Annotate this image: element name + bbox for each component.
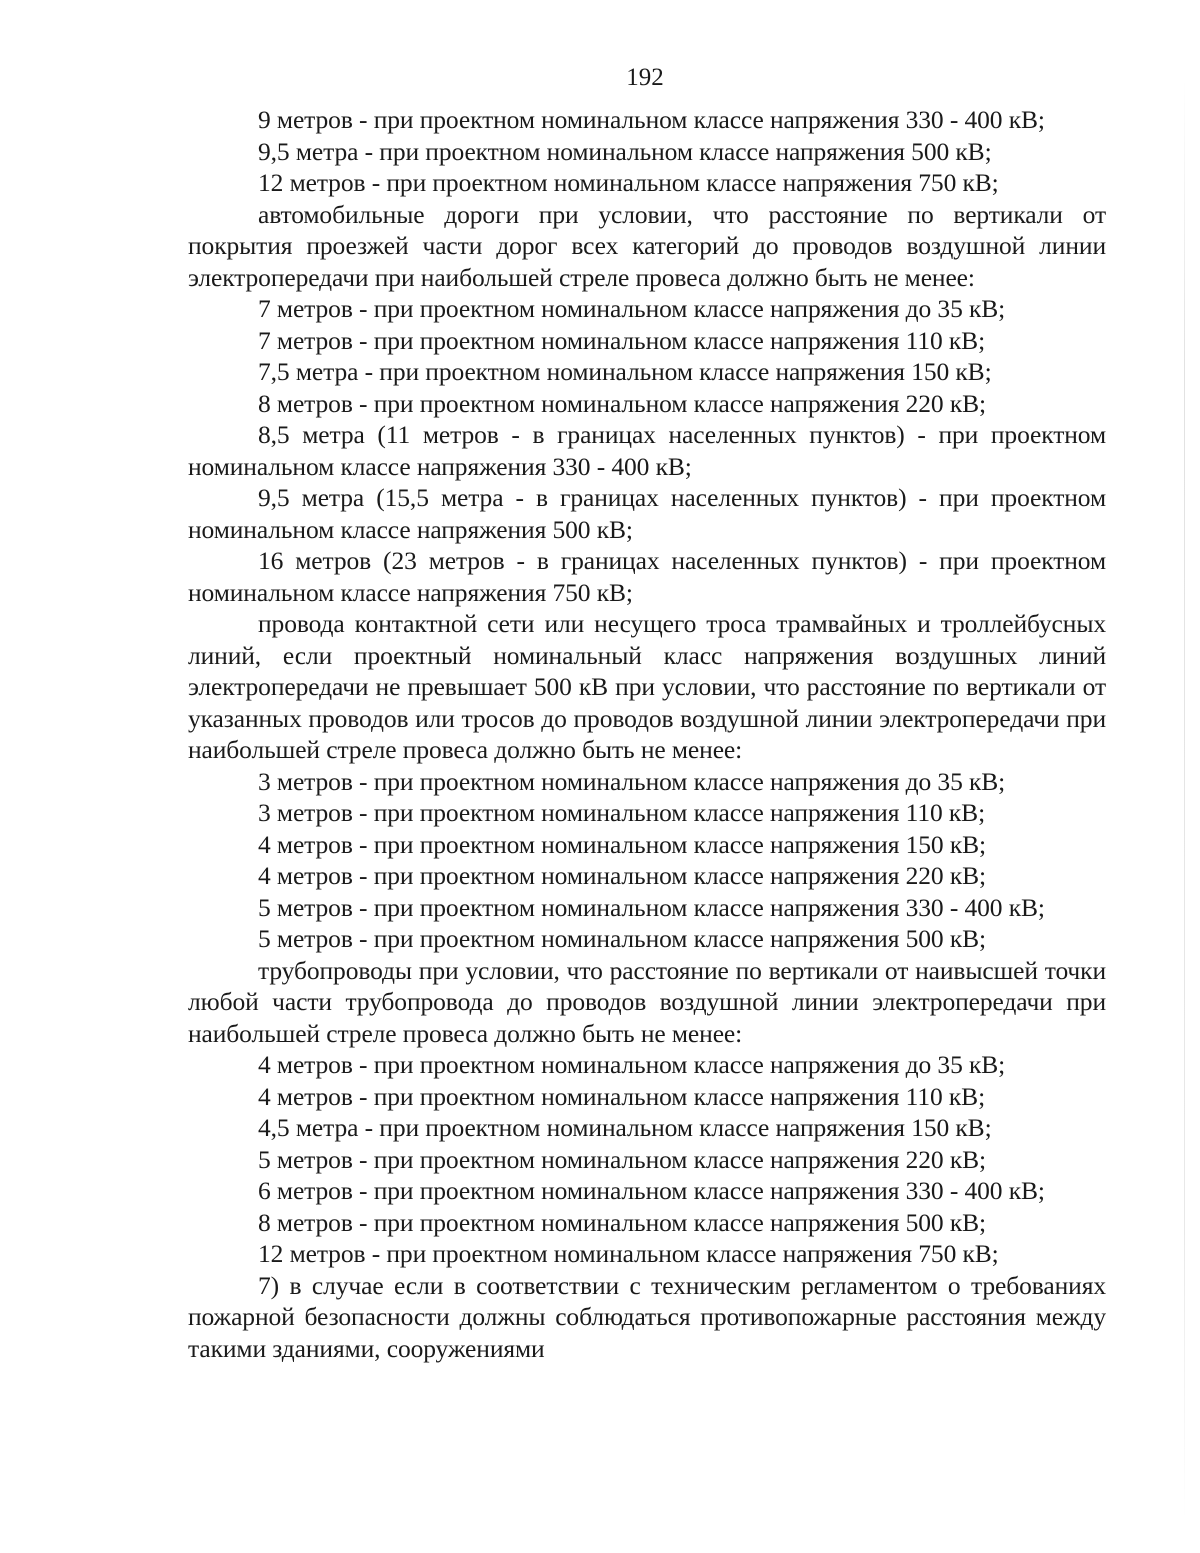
paragraph: 12 метров - при проектном номинальном классе напряжения 750 кВ; — [258, 168, 999, 197]
paragraph: 4 метров - при проектном номинальном классе напряжения 220 кВ; — [258, 861, 987, 890]
paragraph: 4 метров - при проектном номинальном классе напряжения 110 кВ; — [258, 1081, 986, 1111]
paragraph: 8 метров - при проектном номинальном классе напряжения 220 кВ; — [258, 388, 987, 418]
paragraph: 16 метров (23 метров - в границах населенных пунктов) - при проектном номинальном классе напряжения 750 кВ; — [188, 546, 1106, 607]
paragraph: 8,5 метра (11 метров - в границах населенных пунктов) - при проектном номинальном классе напряжения 330 - 400 кВ; — [188, 420, 1106, 481]
paragraph: трубопроводы при условии, что расстояние по вертикали от наивысшей точки любой части трубопровода до проводов воздушной линии электропередачи при наибольшей стреле провеса должно быть не менее: — [188, 955, 1106, 1048]
paragraph: 7) в случае если в соответствии с техническим регламентом о требованиях пожарной безопасности должны соблюдаться противопожарные расстояния между такими зданиями, сооружениями — [188, 1270, 1106, 1363]
paragraph: 9,5 метра - при проектном номинальном классе напряжения 500 кВ; — [258, 136, 992, 166]
paragraph: 6 метров - при проектном номинальном классе напряжения 330 - 400 кВ; — [258, 1176, 1045, 1205]
paragraph: 7,5 метра - при проектном номинальном классе напряжения 150 кВ; — [258, 357, 992, 386]
paragraph: 4 метров - при проектном номинальном классе напряжения до 35 кВ; — [258, 1050, 1006, 1079]
paragraph: 5 метров - при проектном номинальном классе напряжения 330 - 400 кВ; — [258, 892, 1045, 922]
scan-edge-line — [1184, 80, 1185, 1520]
paragraph: 12 метров - при проектном номинальном классе напряжения 750 кВ; — [258, 1239, 999, 1268]
paragraph: 3 метров - при проектном номинальном классе напряжения до 35 кВ; — [258, 766, 1006, 796]
paragraph: 7 метров - при проектном номинальном классе напряжения до 35 кВ; — [258, 294, 1006, 323]
paragraph: 9,5 метра (15,5 метра - в границах населенных пунктов) - при проектном номинальном классе напряжения 500 кВ; — [188, 483, 1106, 544]
paragraph: 4 метров - при проектном номинальном классе напряжения 150 кВ; — [258, 829, 987, 859]
paragraph: 9 метров - при проектном номинальном классе напряжения 330 - 400 кВ; — [258, 105, 1045, 134]
paragraph: 5 метров - при проектном номинальном классе напряжения 220 кВ; — [258, 1144, 987, 1174]
paragraph: 3 метров - при проектном номинальном классе напряжения 110 кВ; — [258, 798, 986, 827]
paragraph: 4,5 метра - при проектном номинальном классе напряжения 150 кВ; — [258, 1113, 992, 1142]
paragraph: 7 метров - при проектном номинальном классе напряжения 110 кВ; — [258, 325, 986, 355]
page-number: 192 — [626, 64, 664, 91]
paragraph: 5 метров - при проектном номинальном классе напряжения 500 кВ; — [258, 924, 987, 953]
paragraph: провода контактной сети или несущего троса трамвайных и троллейбусных линий, если проектный номинальный класс напряжения воздушных линий электропередачи не превышает 500 кВ при условии, что расстояние по вертикали от указанных проводов или тросов до проводов воздушной линии электропередачи при наибольшей стреле провеса должно быть не менее: — [188, 609, 1106, 764]
paragraph: автомобильные дороги при условии, что расстояние по вертикали от покрытия проезжей части дорог всех категорий до проводов воздушной линии электропередачи при наибольшей стреле провеса должно быть не менее: — [188, 199, 1106, 292]
paragraph: 8 метров - при проектном номинальном классе напряжения 500 кВ; — [258, 1207, 987, 1237]
document-body — [188, 104, 1106, 1364]
